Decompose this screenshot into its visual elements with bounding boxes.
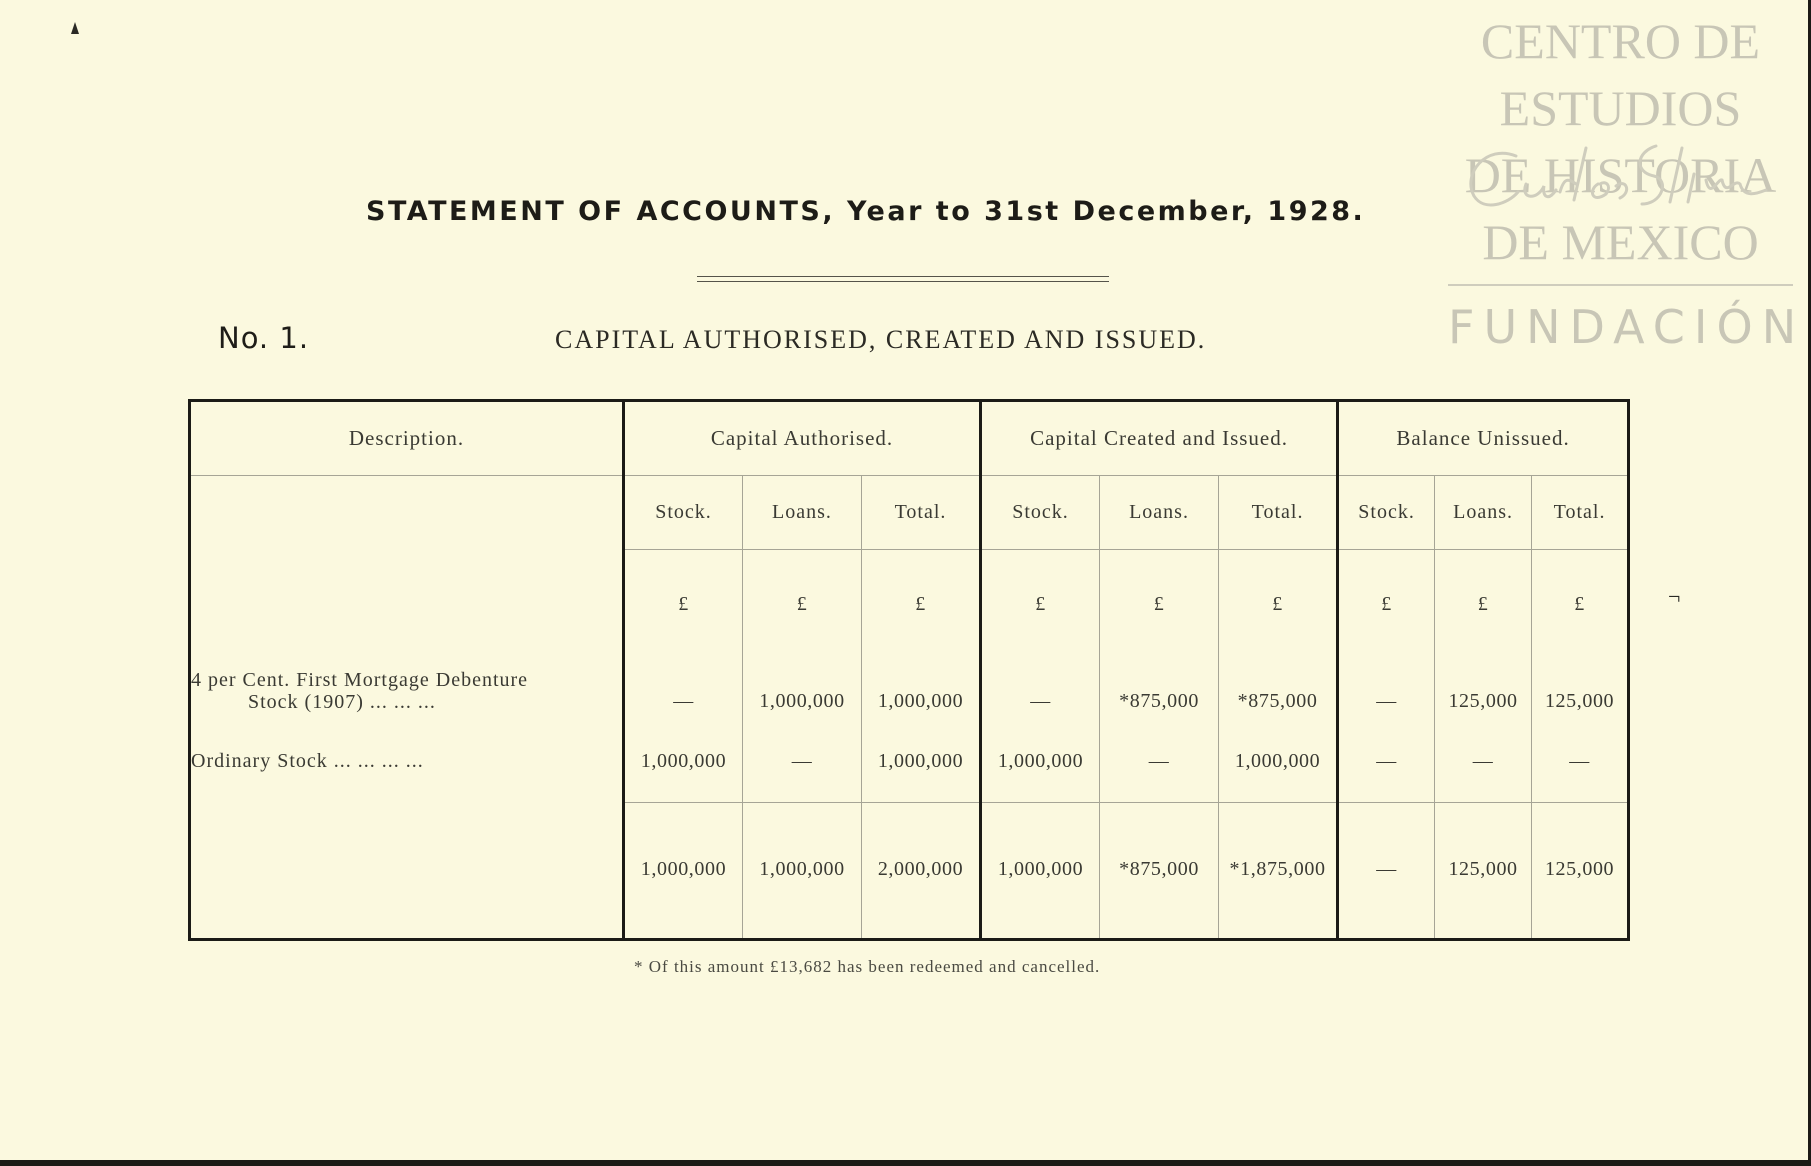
table-cell: 125,000	[1532, 660, 1629, 722]
total-cell: *875,000	[1100, 802, 1219, 940]
watermark-signature-icon	[1456, 134, 1786, 224]
archive-watermark	[1448, 8, 1806, 354]
row-description	[190, 660, 624, 722]
table-cell: 1,000,000	[981, 722, 1100, 802]
totals-row	[190, 802, 1629, 940]
watermark-line: ESTUDIOS	[1499, 80, 1742, 136]
statement-number: No. 1.	[218, 321, 310, 355]
row-description-line: Stock (1907) ... ... ...	[248, 690, 436, 713]
watermark-line: DE MEXICO	[1482, 214, 1759, 270]
total-cell: 1,000,000	[624, 802, 743, 940]
table-row	[190, 660, 1629, 722]
description-header: Description.	[190, 401, 624, 476]
title-rule-bottom	[697, 281, 1109, 282]
group-header-created-issued: Capital Created and Issued.	[981, 401, 1338, 476]
table-cell: 1,000,000	[862, 660, 981, 722]
total-cell: 125,000	[1532, 802, 1629, 940]
col-header-total: Total.	[862, 476, 981, 550]
table-row	[190, 722, 1629, 802]
col-header-loans: Loans.	[1435, 476, 1532, 550]
currency-symbol: £	[743, 550, 862, 660]
total-cell: 1,000,000	[981, 802, 1100, 940]
currency-symbol: £	[1100, 550, 1219, 660]
table-cell: 1,000,000	[624, 722, 743, 802]
description-spacer	[190, 550, 624, 660]
total-cell: *1,875,000	[1219, 802, 1338, 940]
table-cell: —	[1532, 722, 1629, 802]
col-header-stock: Stock.	[981, 476, 1100, 550]
currency-symbol: £	[624, 550, 743, 660]
watermark-divider	[1448, 284, 1793, 286]
col-header-stock: Stock.	[624, 476, 743, 550]
group-header-balance-unissued: Balance Unissued.	[1338, 401, 1629, 476]
currency-row	[190, 550, 1629, 660]
table-cell: 1,000,000	[862, 722, 981, 802]
table-cell: —	[624, 660, 743, 722]
table-cell: —	[981, 660, 1100, 722]
title-rule-top	[697, 276, 1109, 277]
total-cell: —	[1338, 802, 1435, 940]
section-title: CAPITAL AUTHORISED, CREATED AND ISSUED.	[555, 325, 1207, 354]
description-spacer	[190, 802, 624, 940]
total-cell: 1,000,000	[743, 802, 862, 940]
currency-symbol: £	[1338, 550, 1435, 660]
capital-table	[188, 399, 1630, 941]
row-description: Ordinary Stock ... ... ... ...	[191, 750, 424, 772]
table-cell: —	[1100, 722, 1219, 802]
total-cell: 2,000,000	[862, 802, 981, 940]
col-header-total: Total.	[1219, 476, 1338, 550]
document-title: STATEMENT OF ACCOUNTS, Year to 31st December, 1928.	[366, 196, 1366, 227]
currency-symbol: £	[862, 550, 981, 660]
subheader-row	[190, 476, 1629, 550]
total-cell: 125,000	[1435, 802, 1532, 940]
table-cell: —	[1435, 722, 1532, 802]
watermark-foundation: FUNDACIÓN	[1448, 300, 1806, 354]
table-cell: 1,000,000	[743, 660, 862, 722]
margin-mark: ¬	[1668, 584, 1681, 609]
watermark-line: CENTRO DE	[1480, 13, 1761, 69]
table-cell: 125,000	[1435, 660, 1532, 722]
group-header-row	[190, 401, 1629, 476]
currency-symbol: £	[1435, 550, 1532, 660]
table-cell: *875,000	[1219, 660, 1338, 722]
ink-speck	[68, 20, 82, 36]
group-header-authorised: Capital Authorised.	[624, 401, 981, 476]
col-header-stock: Stock.	[1338, 476, 1435, 550]
table-cell: *875,000	[1100, 660, 1219, 722]
row-description-line: 4 per Cent. First Mortgage Debenture	[191, 668, 529, 691]
currency-symbol: £	[1532, 550, 1629, 660]
description-spacer	[190, 476, 624, 550]
currency-symbol: £	[1219, 550, 1338, 660]
watermark-line: DE HISTORIA	[1464, 147, 1777, 203]
col-header-loans: Loans.	[1100, 476, 1219, 550]
footnote: * Of this amount £13,682 has been redeemed and cancelled.	[634, 957, 1101, 976]
table-cell: 1,000,000	[1219, 722, 1338, 802]
table-cell: —	[743, 722, 862, 802]
currency-symbol: £	[981, 550, 1100, 660]
col-header-total: Total.	[1532, 476, 1629, 550]
col-header-loans: Loans.	[743, 476, 862, 550]
table-cell: —	[1338, 660, 1435, 722]
table-cell: —	[1338, 722, 1435, 802]
